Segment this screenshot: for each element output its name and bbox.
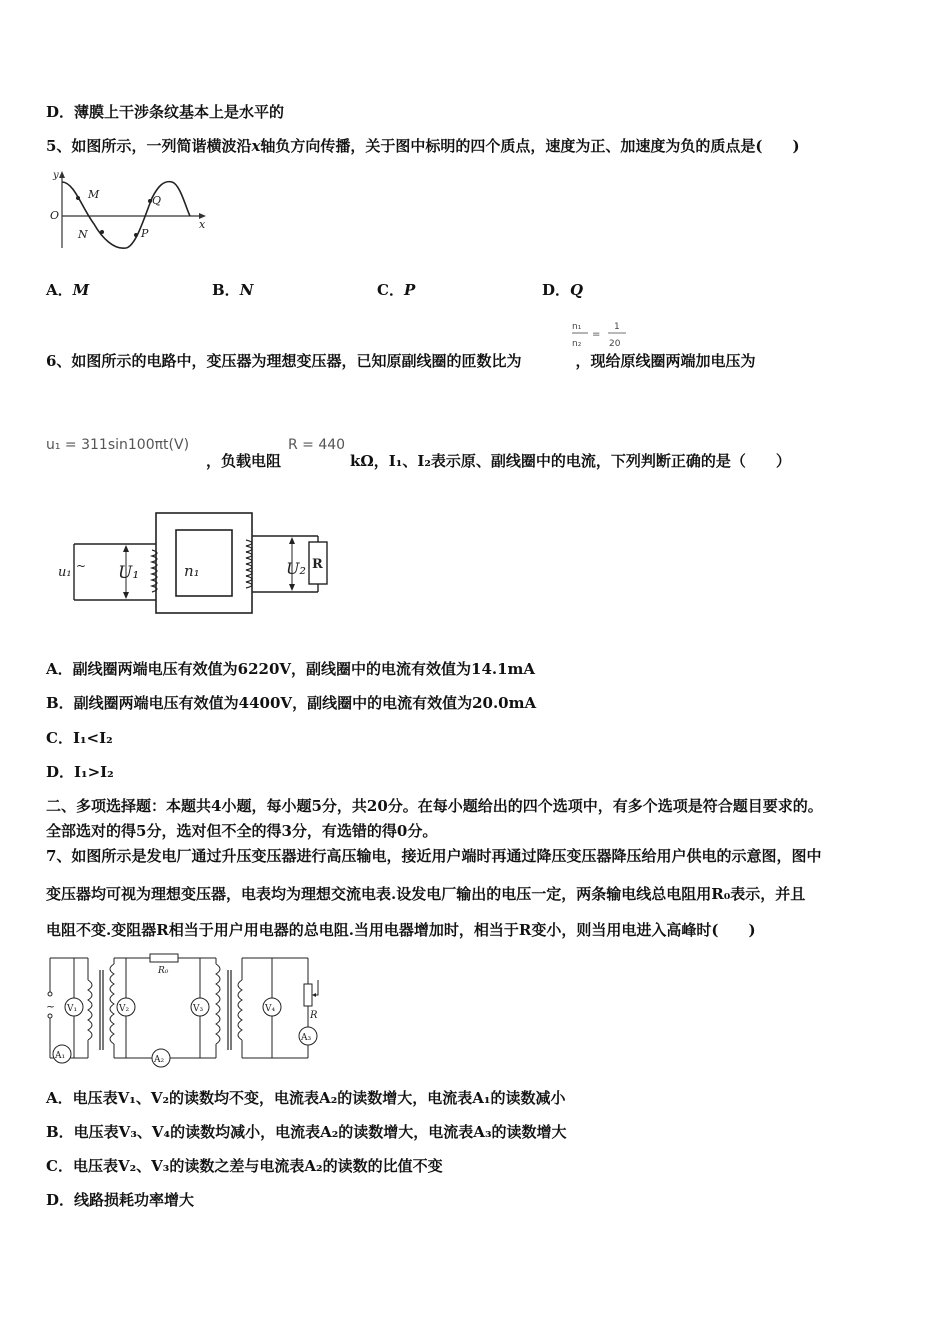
q6-label-n1: n₁ — [184, 562, 200, 580]
q6-stem-line1 — [46, 351, 755, 371]
q6-ratio-num: 1 — [614, 322, 620, 332]
q6-stem-line2-mid: ，负载电阻 — [206, 452, 282, 470]
q6-label-U2: U₂ — [286, 559, 306, 578]
q6-option-a: A．副线圈两端电压有效值为6220V，副线圈中的电流有效值为14.1mA — [46, 660, 536, 678]
q5-option-a-letter: A． — [46, 281, 73, 299]
q7-option-d: D．线路损耗功率增大 — [46, 1191, 195, 1209]
q6-stem-line2-suffix: kΩ，I₁、I₂表示原、副线圈中的电流，下列判断正确的是（ ） — [350, 452, 791, 470]
q5-label-p: P — [141, 227, 149, 240]
q5-option-d — [542, 280, 583, 300]
q6-transformer-figure — [56, 510, 336, 618]
section2-line1: 二、多项选择题：本题共4小题，每小题5分，共20分。在每小题给出的四个选项中，有多个选项是符合题目要求的。 — [46, 797, 823, 815]
q7-option-b: B．电压表V₃、V₄的读数均减小，电流表A₂的读数增大，电流表A₃的读数增大 — [46, 1123, 567, 1141]
q6-ratio-n2: n₂ — [572, 339, 582, 349]
q7-label-v1: V₁ — [67, 1004, 78, 1014]
q7-line1: 7、如图所示是发电厂通过升压变压器进行高压输电，接近用户端时再通过降压变压器降压给用户供电的示意图，图中 — [46, 847, 822, 865]
q5-label-q: Q — [152, 194, 162, 207]
q7-label-v2: V₂ — [119, 1004, 130, 1014]
q6-formula-u: u₁ = 311sin100πt(V) — [46, 437, 190, 453]
q6-label-u1: u₁ — [58, 565, 72, 580]
section2-line2: 全部选对的得5分，选对但不全的得3分，有选错的得0分。 — [46, 822, 438, 840]
q6-stem-line1-suffix: ，现给原线圈两端加电压为 — [575, 352, 756, 370]
q5-option-c-letter: C． — [377, 281, 404, 299]
q5-stem — [46, 136, 800, 156]
q5-stem-prefix: 5、如图所示，一列简谐横波沿 — [46, 137, 252, 155]
q6-ratio-n1: n₁ — [572, 322, 582, 332]
q5-option-a — [46, 280, 89, 300]
q7-circuit-figure — [42, 950, 332, 1070]
q7-label-a2: A₂ — [154, 1055, 165, 1065]
q5-option-d-value: Q — [570, 281, 584, 299]
q7-label-a3: A₃ — [301, 1033, 312, 1043]
q5-label-o: O — [50, 209, 60, 222]
q5-option-c — [377, 280, 415, 300]
q7-label-r: R — [310, 1010, 318, 1021]
q7-label-r0: R₀ — [158, 966, 169, 976]
q7-option-a: A．电压表V₁、V₂的读数均不变，电流表A₂的读数增大，电流表A₁的读数减小 — [46, 1089, 566, 1107]
q7-option-c: C．电压表V₂、V₃的读数之差与电流表A₂的读数的比值不变 — [46, 1157, 443, 1175]
q5-label-n: N — [78, 228, 88, 241]
q5-option-d-letter: D． — [542, 281, 571, 299]
svg-text:~: ~ — [76, 559, 87, 573]
q6-formula-r: R = 440 — [288, 437, 346, 453]
q7-label-ac: ~ — [46, 1000, 56, 1013]
q7-label-v4: V₄ — [265, 1004, 276, 1014]
q5-option-b — [212, 280, 253, 300]
q7-label-v3: V₃ — [193, 1004, 204, 1014]
q6-label-R: R — [312, 557, 323, 572]
q5-wave-figure — [44, 168, 214, 256]
q6-stem-line1-prefix: 6、如图所示的电路中，变压器为理想变压器，已知原副线圈的匝数比为 — [46, 352, 522, 370]
q5-option-a-value: M — [72, 281, 90, 299]
q6-label-U1: U₁ — [118, 563, 140, 583]
q5-option-b-letter: B． — [212, 281, 240, 299]
q6-option-d: D．I₁>I₂ — [46, 763, 114, 781]
q6-option-c: C．I₁<I₂ — [46, 729, 113, 747]
q6-option-b: B．副线圈两端电压有效值为4400V，副线圈中的电流有效值为20.0mA — [46, 694, 537, 712]
q7-line3: 电阻不变.变阻器R相当于用户用电器的总电阻.当用电器增加时，相当于R变小，则当用电进入高峰时( ) — [46, 921, 756, 939]
q6-ratio-eq: = — [592, 329, 601, 340]
q6-ratio-formula — [570, 318, 630, 352]
q5-option-b-value: N — [239, 281, 254, 299]
q5-stem-suffix: 轴负方向传播，关于图中标明的四个质点，速度为正、加速度为负的质点是( ) — [260, 137, 800, 155]
q5-option-c-value: P — [403, 281, 416, 299]
q4-option-d: D．薄膜上干涉条纹基本上是水平的 — [46, 103, 285, 121]
q7-label-a1: A₁ — [55, 1051, 66, 1061]
q5-label-y: y — [53, 170, 59, 181]
q5-label-x: x — [199, 218, 206, 231]
q7-line2: 变压器均可视为理想变压器，电表均为理想交流电表.设发电厂输出的电压一定，两条输电线总电阻用R₀表示，并且 — [46, 885, 806, 903]
q5-stem-x: x — [251, 137, 261, 155]
q5-label-m: M — [88, 188, 100, 201]
q6-ratio-den: 20 — [609, 339, 621, 349]
